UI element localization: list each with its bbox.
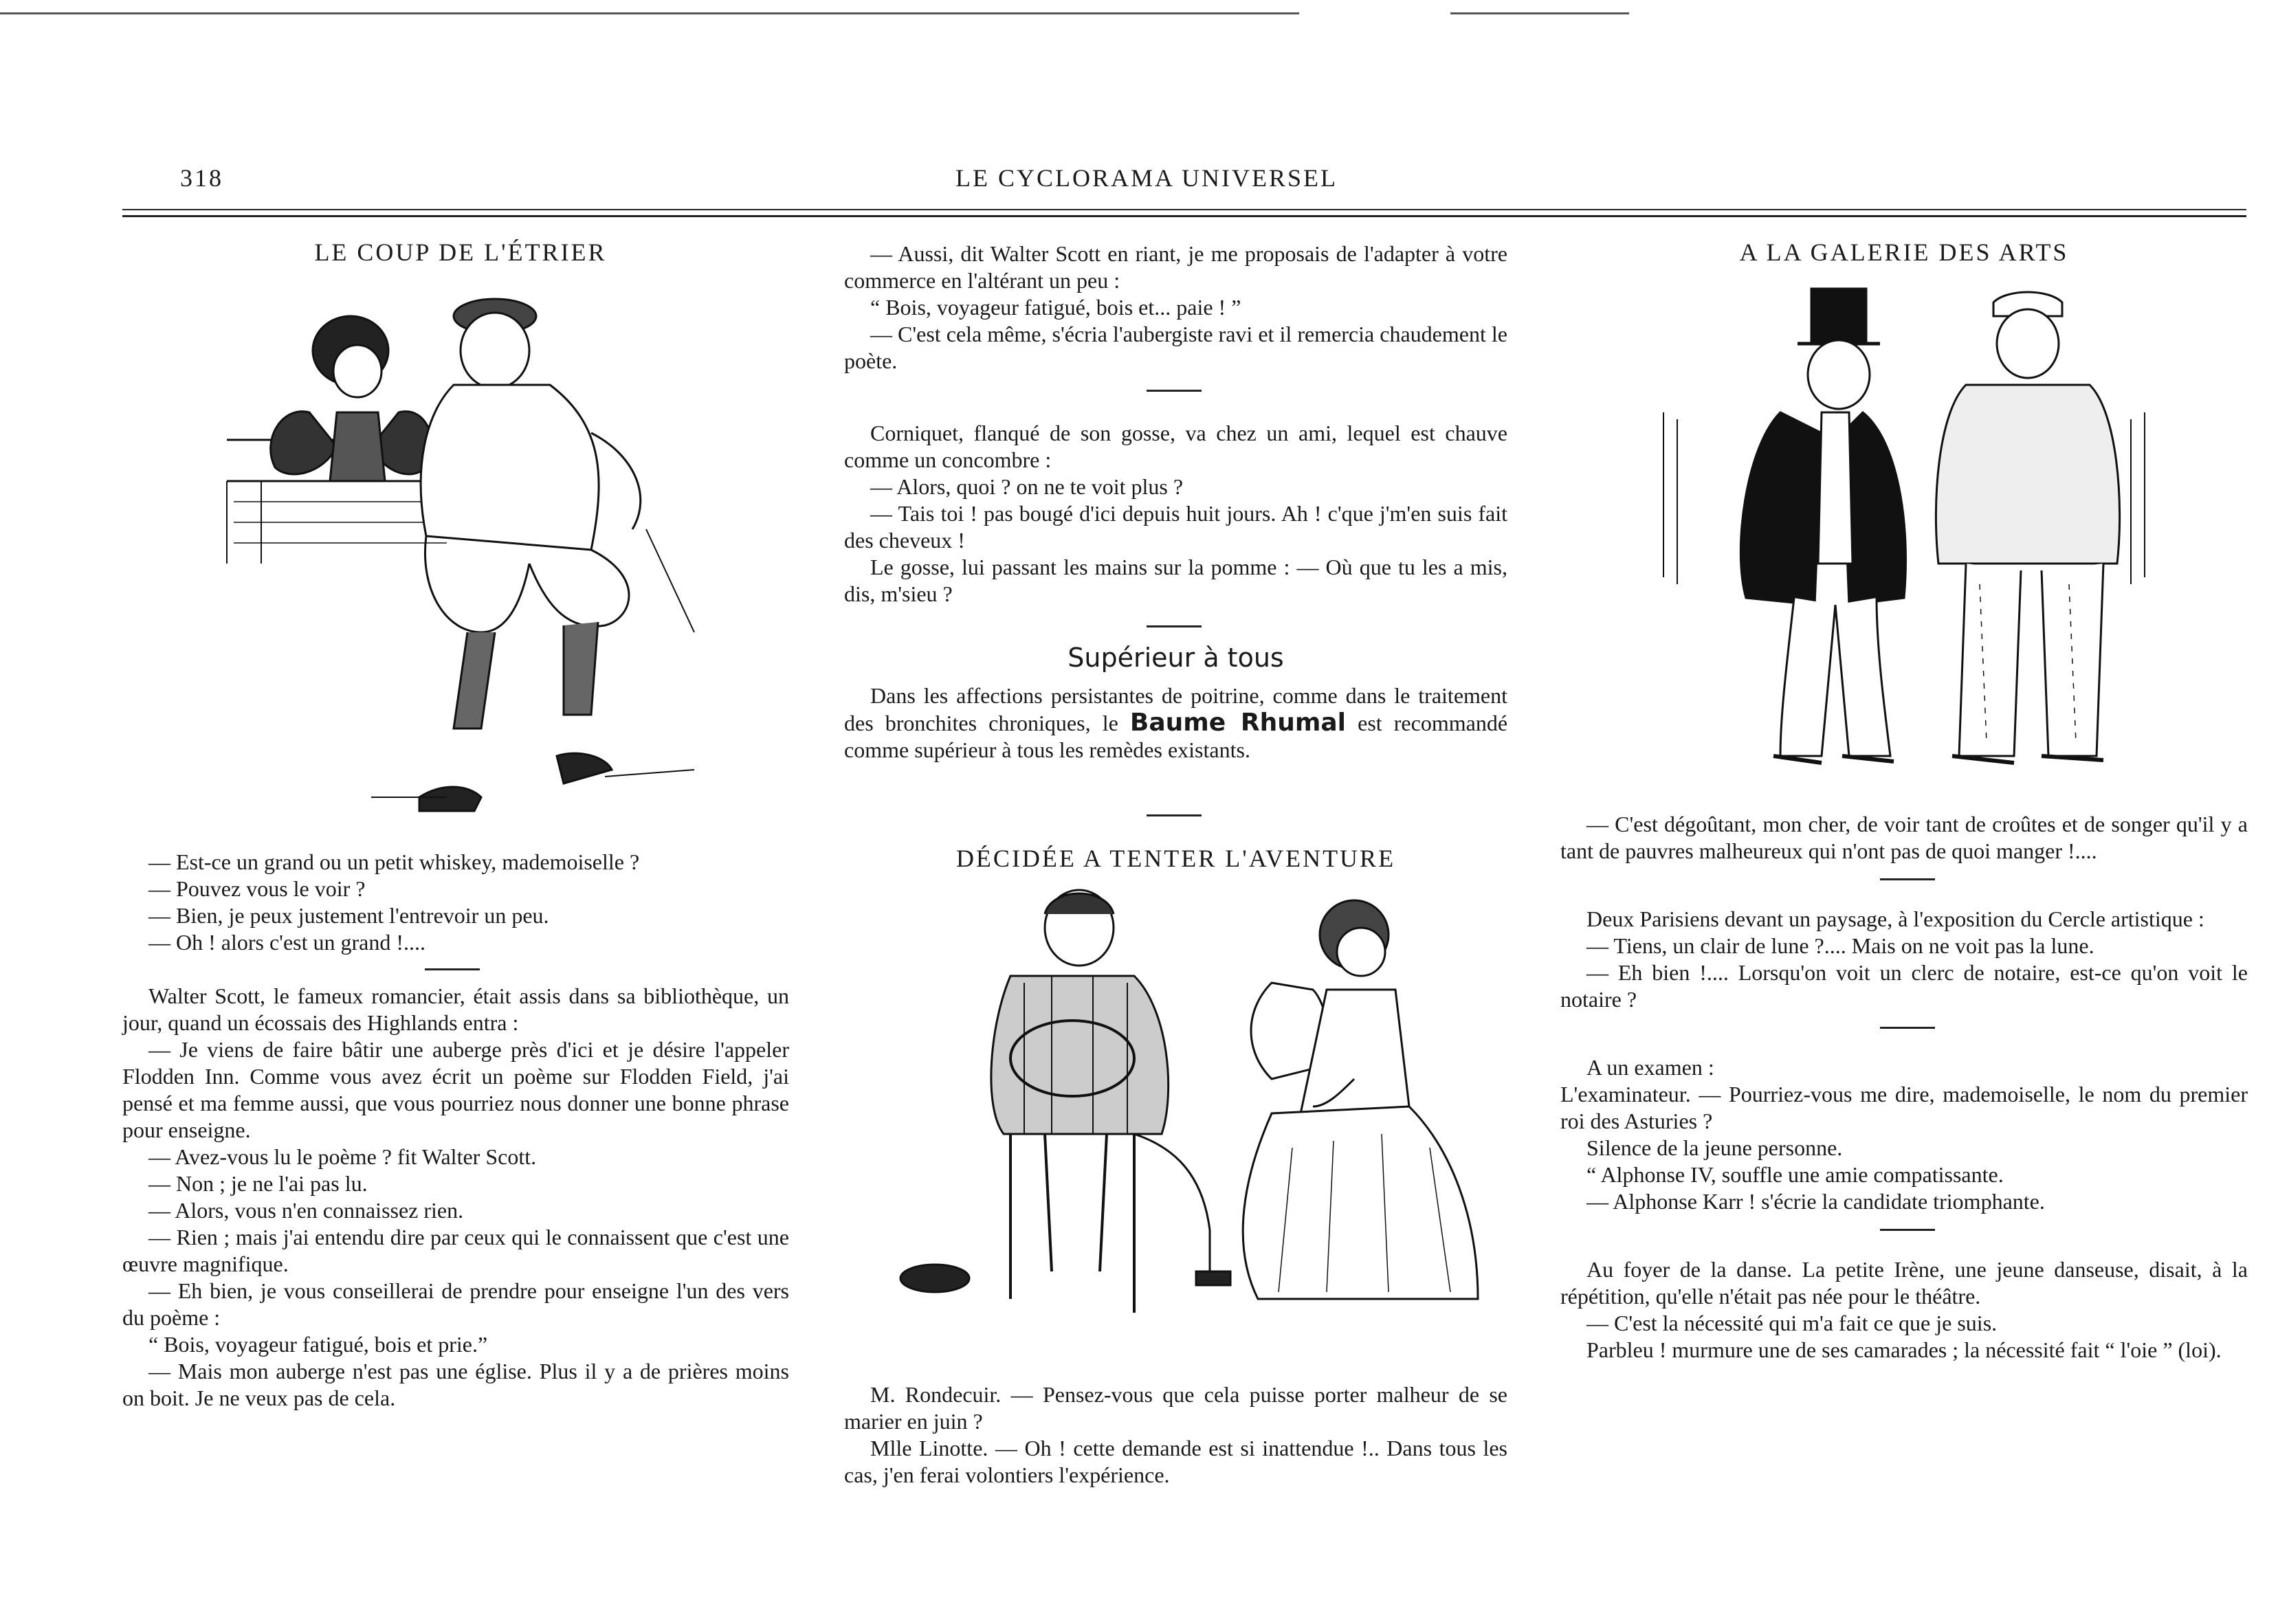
examen-line: — Alphonse Karr ! s'écrie la candidate triomphante. [1586, 1189, 2045, 1214]
scott-line: — Alors, vous n'en connaissez rien. [148, 1198, 464, 1223]
scott-line: — Avez-vous lu le poème ? fit Walter Scott. [148, 1144, 537, 1169]
corniquet-line: — Tais toi ! pas bougé d'ici depuis huit jours. Ah ! c'que j'm'en suis fait des cheveux ! [844, 501, 1507, 553]
illustration-barmaid-customer [220, 275, 770, 838]
gallery-caption: — C'est dégoûtant, mon cher, de voir tant de croûtes et de songer qu'il y a tant de pauvres malheureux qui n'ont pas de quoi manger !.... [1560, 812, 2248, 863]
parisiens-line: Deux Parisiens devant un paysage, à l'exposition du Cercle artistique : [1586, 906, 2204, 931]
col2-caption [844, 1381, 1507, 1489]
separator-dash [1147, 625, 1202, 627]
scott-line: “ Bois, voyageur fatigué, bois et prie.” [148, 1332, 488, 1357]
ad-brand: Baume Rhumal [1129, 709, 1346, 737]
separator-dash [1880, 878, 1935, 880]
scott-cont-line: — C'est cela même, s'écria l'aubergiste ravi et il remercia chaudement le poète. [844, 322, 1507, 373]
corniquet-line: Le gosse, lui passant les mains sur la pomme : — Où que tu les a mis, dis, m'sieu ? [844, 555, 1507, 606]
examen-line: “ Alphonse IV, souffle une amie compatissante. [1586, 1162, 2004, 1187]
dialogue-line: — Bien, je peux justement l'entrevoir un peu. [148, 903, 549, 928]
col2-title: DÉCIDÉE A TENTER L'AVENTURE [955, 845, 1396, 872]
scott-line: — Rien ; mais j'ai entendu dire par ceux qui le connaissent que c'est une œuvre magnifique. [122, 1225, 789, 1276]
separator-dash [425, 968, 480, 970]
examen-line: L'examinateur. — Pourriez-vous me dire, mademoiselle, le nom du premier roi des Asturies ? [1560, 1082, 2248, 1133]
separator-dash [1880, 1229, 1935, 1231]
foyer-line: Parbleu ! murmure une de ses camarades ; la nécessité fait “ l'oie ” (loi). [1586, 1337, 2222, 1362]
col1-title: LE COUP DE L'ÉTRIER [314, 238, 607, 266]
col3-text [1560, 811, 2248, 1364]
running-title: LE CYCLORAMA UNIVERSEL [955, 164, 1338, 192]
examen-line: A un examen : [1586, 1055, 1714, 1080]
corniquet-line: — Alors, quoi ? on ne te voit plus ? [870, 474, 1184, 499]
parisiens-line: — Tiens, un clair de lune ?.... Mais on ne voit pas la lune. [1586, 933, 2094, 958]
scott-line: — Eh bien, je vous conseillerai de prendre pour enseigne l'un des vers du poème : [122, 1278, 789, 1330]
separator-dash [1147, 814, 1202, 816]
scott-line: — Non ; je ne l'ai pas lu. [148, 1171, 368, 1196]
corniquet-line: Corniquet, flanqué de son gosse, va chez un ami, lequel est chauve comme un concombre : [844, 421, 1507, 472]
page-number: 318 [180, 164, 223, 192]
scott-cont-line: — Aussi, dit Walter Scott en riant, je me proposais de l'adapter à votre commerce en l'altérant un peu : [844, 241, 1507, 293]
illustration-couple-chairs [887, 887, 1492, 1340]
top-rule-right [1450, 12, 1629, 14]
header-rule-2 [122, 215, 2246, 217]
dialogue-line: — Oh ! alors c'est un grand !.... [148, 930, 425, 955]
rondecuir-line: Mlle Linotte. — Oh ! cette demande est si inattendue !.. Dans tous les cas, j'en ferai volontiers l'expérience. [844, 1436, 1507, 1487]
dialogue-line: — Pouvez vous le voir ? [148, 876, 366, 901]
ad-title: Supérieur à tous [1068, 643, 1284, 673]
illustration-two-gentlemen [1657, 275, 2152, 797]
scott-intro: Walter Scott, le fameux romancier, était assis dans sa bibliothèque, un jour, quand un écossais des Highlands entra : [122, 983, 789, 1035]
header-rule-1 [122, 209, 2246, 210]
ad-body [844, 682, 1507, 764]
foyer-line: Au foyer de la danse. La petite Irène, une jeune danseuse, disait, à la répétition, qu'elle n'était pas née pour le théâtre. [1560, 1257, 2248, 1309]
scott-cont-line: “ Bois, voyageur fatigué, bois et... paie ! ” [870, 295, 1241, 320]
col2-top-text [844, 241, 1507, 608]
ad-text-after: est recommandé comme supérieur à tous les remèdes existants. [844, 711, 1508, 762]
foyer-line: — C'est la nécessité qui m'a fait ce que je suis. [1586, 1311, 1998, 1335]
col3-title: A LA GALERIE DES ARTS [1739, 238, 2069, 266]
top-rule-left [0, 12, 1299, 14]
ad-text-before: Dans les affections persistantes de poitrine, comme dans le traitement des bronchites chroniques, le [844, 683, 1507, 735]
scott-line: — Je viens de faire bâtir une auberge près d'ici et je désire l'appeler Flodden Inn. Comme vous avez écrit un poème sur Flodden Field, j'ai pensé et ma femme aussi, que vous pourriez nous donner une bonne phrase pour enseigne. [122, 1037, 789, 1142]
separator-dash [1147, 390, 1202, 392]
rondecuir-line: M. Rondecuir. — Pensez-vous que cela puisse porter malheur de se marier en juin ? [844, 1382, 1507, 1434]
parisiens-line: — Eh bien !.... Lorsqu'on voit un clerc de notaire, est-ce qu'on voit le notaire ? [1560, 960, 2248, 1012]
col1-text [122, 849, 789, 1412]
scott-line: — Mais mon auberge n'est pas une église. Plus il y a de prières moins on boit. Je ne veux pas de cela. [122, 1359, 789, 1410]
examen-line: Silence de la jeune personne. [1586, 1135, 1843, 1160]
separator-dash [1880, 1027, 1935, 1029]
dialogue-line: — Est-ce un grand ou un petit whiskey, mademoiselle ? [148, 849, 640, 874]
